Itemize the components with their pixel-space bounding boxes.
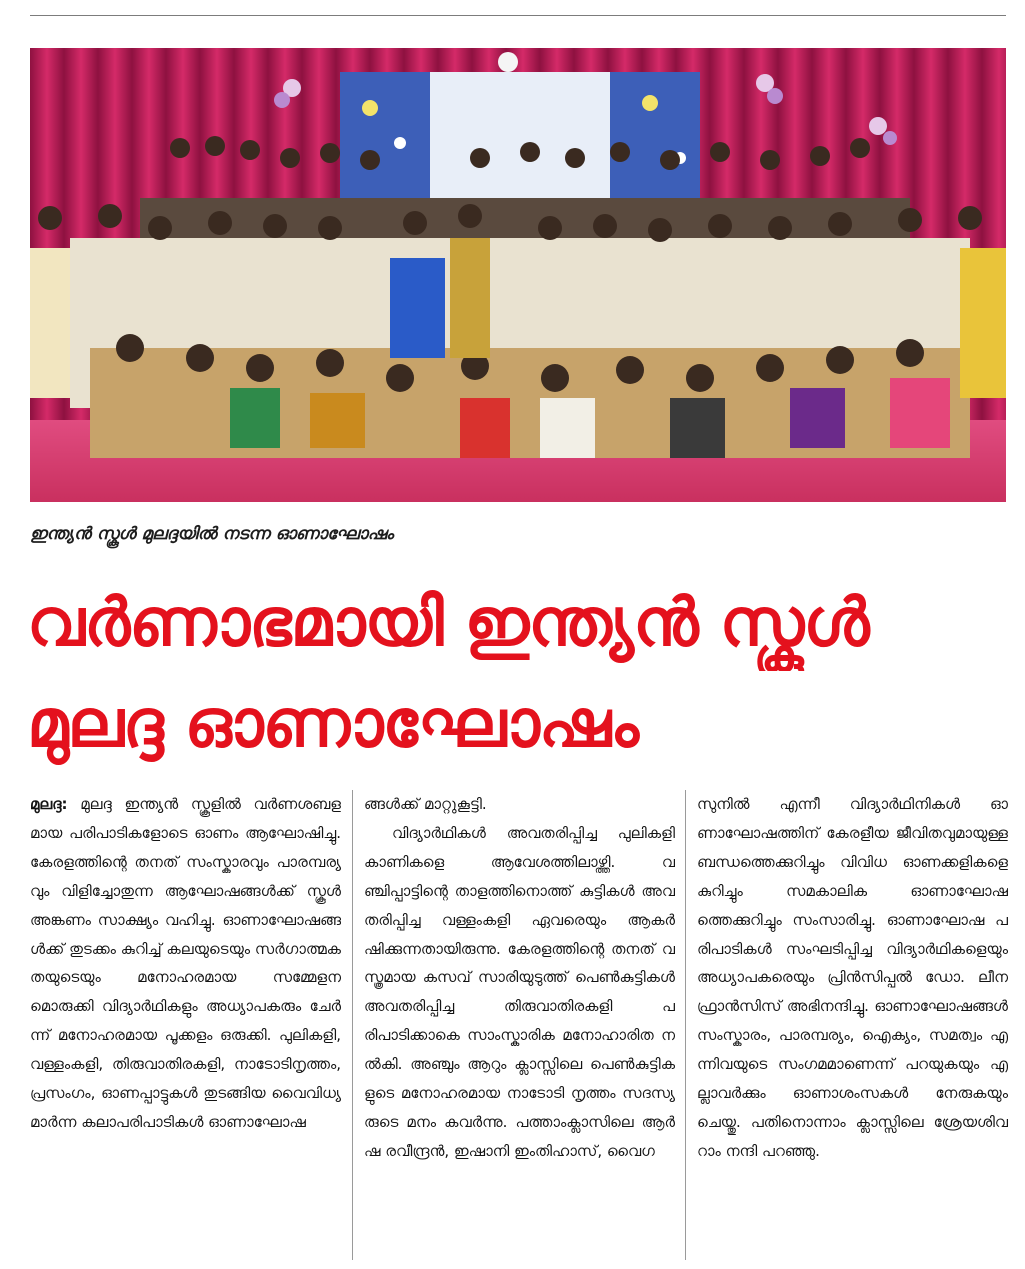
photo-caption: ഇന്ത്യൻ സ്കൂൾ മുലദ്ദയിൽ നടന്ന ഓണാഘോഷം: [30, 524, 394, 544]
column-divider: [352, 790, 353, 1260]
top-divider: [30, 15, 1006, 16]
article-column-2: [364, 790, 675, 1260]
article-column-3: [697, 790, 1008, 1260]
article-paragraph: വിദ്യാർഥികൾ അവതരിപ്പിച്ച പുലികളി കാണികളെ ആവേശത്തിലാഴ്ത്തി. വഞ്ചിപ്പാട്ടിന്റെ താളത്തിനൊത്ത് കുട്ടികൾ അവതരിപ്പിച്ച വള്ളംകളി ഏവരെയും ആകർഷിക്കുന്നതായിരുന്നു. കേരളത്തിന്റെ തനത് വസ്ത്രമായ കസവ് സാരിയുടുത്ത് പെൺകുട്ടികൾ അവതരിപ്പിച്ച തിരുവാതിരകളി പരിപാടിക്കാകെ സാംസ്കാരിക മനോഹാരിത നൽകി. അഞ്ചും ആറും ക്ലാസ്സിലെ പെൺകുട്ടികളുടെ മനോഹരമായ നാടോടി നൃത്തം സദസ്യരുടെ മനം കവർന്നു. പത്താംക്ലാസിലെ ആർഷ രവീന്ദ്രൻ, ഇഷാനി ഇംതിഹാസ്, വൈഗ: [364, 823, 675, 1160]
headline-line-2: മുലദ്ദ ഓണാഘോഷം: [27, 685, 638, 762]
column-divider: [685, 790, 686, 1260]
article-text: മുലദ്ദ ഇന്ത്യൻ സ്കൂളിൽ വർണശബളമായ പരിപാടികളോടെ ഓണം ആഘോഷിച്ചു. കേരളത്തിന്റെ തനത് സംസ്കാരവും പാരമ്പര്യവും വിളിച്ചോതുന്ന ആഘോഷങ്ങൾക്ക് സ്കൂൾ അങ്കണം സാക്ഷ്യം വഹിച്ചു. ഓണാഘോഷങ്ങൾക്ക് തുടക്കം കുറിച്ച് കലയുടെയും സർഗാത്മകതയുടെയും മനോഹരമായ സമ്മേളനമൊരുക്കി വിദ്യാർഥികളും അധ്യാപകരും ചേർന്ന് മനോഹരമായ പൂക്കളം ഒരുക്കി. പുലികളി, വള്ളംകളി, തിരുവാതിരകളി, നാടോടിനൃത്തം, പ്രസംഗം, ഓണപ്പാട്ടുകൾ തുടങ്ങിയ വൈവിധ്യമാർന്ന കലാപരിപാടികൾ ഓണാഘോഷ: [30, 795, 341, 1131]
article-paragraph: ങ്ങൾക്ക് മാറ്റുകൂട്ടി.: [364, 795, 487, 813]
article-paragraph: സുനിൽ എന്നീ വിദ്യാർഥിനികൾ ഓണാഘോഷത്തിന് കേരളീയ ജീവിതവുമായുള്ള ബന്ധത്തെക്കുറിച്ചും വിവിധ ഓണക്കളികളെ കുറിച്ചും സമകാലിക ഓണാഘോഷത്തെക്കുറിച്ചും സംസാരിച്ചു. ഓണാഘോഷ പരിപാടികൾ സംഘടിപ്പിച്ച വിദ്യാർഥികളെയും അധ്യാപകരെയും പ്രിൻസിപ്പൽ ഡോ. ലീന ഫ്രാൻസിസ് അഭിനന്ദിച്ചു. ഓണാഘോഷങ്ങൾ സംസ്കാരം, പാരമ്പര്യം, ഐക്യം, സമത്വം എന്നിവയുടെ സംഗമമാണെന്ന് പറയുകയും എല്ലാവർക്കും ഓണാശംസകൾ നേരുകയും ചെയ്തു. പതിനൊന്നാം ക്ലാസ്സിലെ ശ്രേയശിവറാം നന്ദി പറഞ്ഞു.: [697, 795, 1008, 1160]
headline-line-1: വർണാഭമായി ഇന്ത്യൻ സ്കൂൾ: [27, 584, 869, 661]
article-column-1: [30, 790, 341, 1260]
dateline: മുലദ്ദ:: [30, 795, 68, 813]
group-photo: [30, 48, 1006, 502]
group-photo-icon: [30, 48, 1006, 502]
article-paragraph: [30, 790, 341, 1137]
